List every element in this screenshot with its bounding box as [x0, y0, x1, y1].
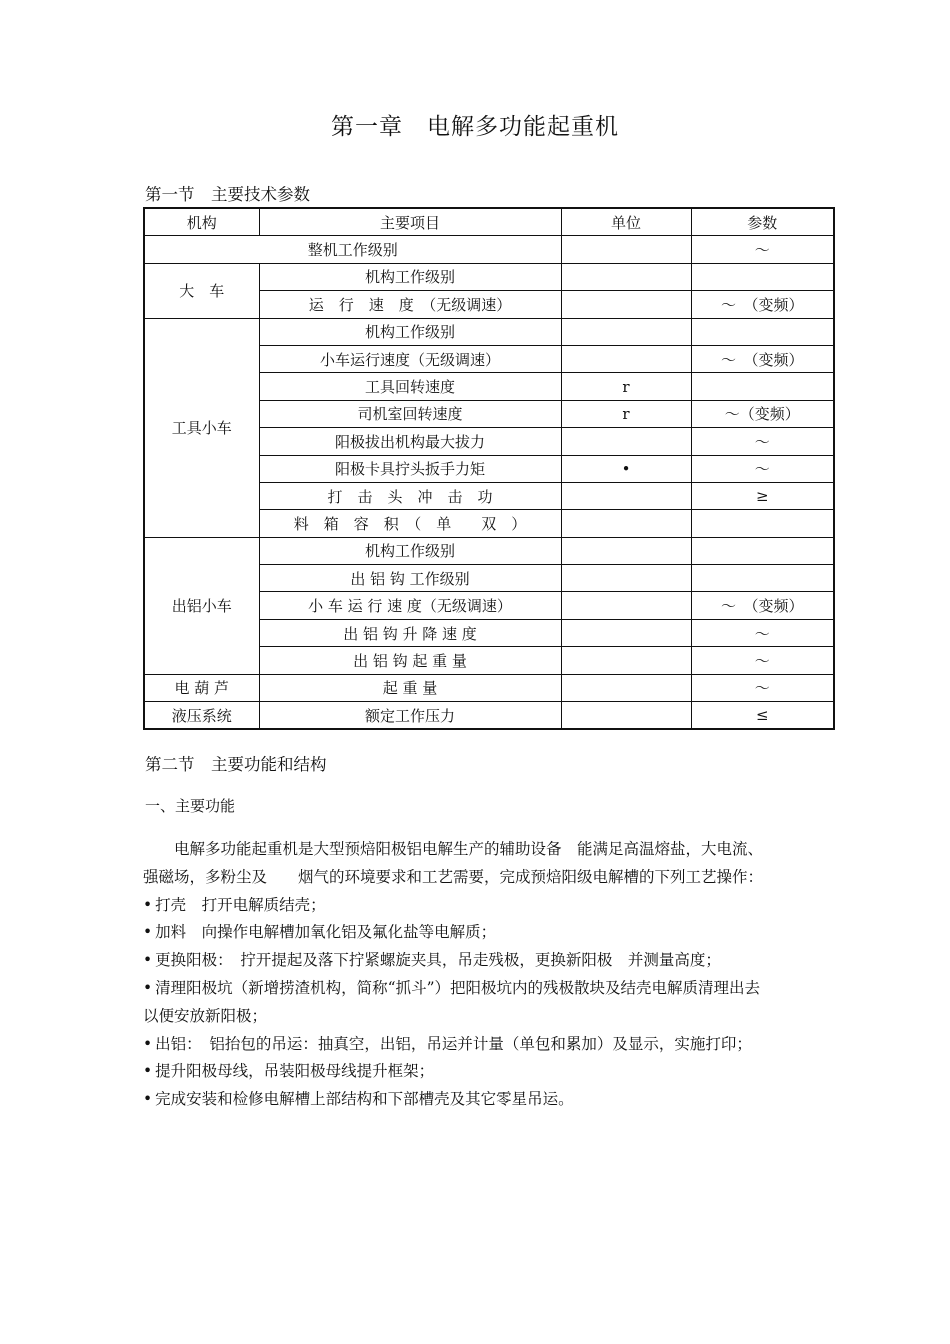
table-row — [144, 674, 834, 701]
unit-cell — [561, 263, 691, 290]
header-cell: 主要项目 — [259, 208, 561, 236]
value-cell: ～ — [691, 674, 834, 701]
unit-cell — [561, 482, 691, 509]
section-heading-1: 第一节 主要技术参数 — [145, 185, 310, 204]
list-item: • 加料 向操作电解槽加氧化铝及氟化盐等电解质； — [143, 919, 768, 947]
value-cell: ～ — [691, 647, 834, 674]
unit-cell: r — [561, 400, 691, 427]
item-cell: 机构工作级别 — [259, 537, 561, 564]
unit-cell — [561, 592, 691, 619]
item-cell: 起 重 量 — [259, 674, 561, 701]
list-item: • 提升阳极母线，吊装阳极母线提升框架； — [143, 1058, 768, 1086]
unit-cell — [561, 674, 691, 701]
table-row — [144, 318, 834, 345]
value-cell — [691, 510, 834, 537]
item-cell: 运 行 速 度 （无级调速） — [259, 291, 561, 318]
list-item: • 更换阳极： 拧开提起及落下拧紧螺旋夹具，吊走残极，更换新阳极 并测量高度； — [143, 947, 768, 975]
unit-cell — [561, 702, 691, 730]
list-item: • 完成安装和检修电解槽上部结构和下部槽壳及其它零星吊运。 — [143, 1086, 768, 1114]
list-item: • 出铝： 铝抬包的吊运：抽真空，出铝，吊运并计量（单包和累加）及显示，实施打印； — [143, 1031, 768, 1059]
unit-cell: • — [561, 455, 691, 482]
subsection-heading: 一、主要功能 — [145, 797, 236, 815]
item-cell: 料 箱 容 积 （ 单 双 ） — [259, 510, 561, 537]
intro-paragraph: 电解多功能起重机是大型预焙阳极铝电解生产的辅助设备 能满足高温熔盐，大电流、强磁场，多粉尘及 烟气的环境要求和工艺需要，完成预焙阳级电解槽的下列工艺操作： — [143, 840, 764, 886]
value-cell: ～ — [691, 619, 834, 646]
table-row — [144, 263, 834, 290]
item-cell: 司机室回转速度 — [259, 400, 561, 427]
value-cell: ～ — [691, 428, 834, 455]
unit-cell — [561, 236, 691, 263]
value-cell: ≤ — [691, 702, 834, 730]
item-cell: 出 铝 钩 升 降 速 度 — [259, 619, 561, 646]
table-header-row — [144, 208, 834, 236]
table-row — [144, 236, 834, 263]
technical-parameters-table — [143, 207, 835, 730]
unit-cell: r — [561, 373, 691, 400]
value-cell: ～ — [691, 455, 834, 482]
unit-cell — [561, 537, 691, 564]
mechanism-cell: 出铝小车 — [144, 537, 259, 674]
value-cell — [691, 565, 834, 592]
item-cell: 出 铝 钩 工作级别 — [259, 565, 561, 592]
mechanism-cell: 大 车 — [144, 263, 259, 318]
header-cell: 机构 — [144, 208, 259, 236]
unit-cell — [561, 565, 691, 592]
unit-cell — [561, 619, 691, 646]
value-cell: ≥ — [691, 482, 834, 509]
mechanism-cell: 液压系统 — [144, 702, 259, 730]
unit-cell — [561, 291, 691, 318]
mechanism-cell: 电 葫 芦 — [144, 674, 259, 701]
value-cell: ～ （变频） — [691, 345, 834, 372]
list-item: • 打壳 打开电解质结壳； — [143, 892, 768, 920]
overall-item-cell: 整机工作级别 — [144, 236, 561, 263]
header-cell: 参数 — [691, 208, 834, 236]
item-cell: 额定工作压力 — [259, 702, 561, 730]
item-cell: 工具回转速度 — [259, 373, 561, 400]
value-cell — [691, 537, 834, 564]
value-cell — [691, 263, 834, 290]
value-cell: ～（变频） — [691, 400, 834, 427]
item-cell: 机构工作级别 — [259, 263, 561, 290]
section-heading-2: 第二节 主要功能和结构 — [145, 755, 327, 774]
unit-cell — [561, 345, 691, 372]
item-cell: 打 击 头 冲 击 功 — [259, 482, 561, 509]
header-cell: 单位 — [561, 208, 691, 236]
item-cell: 阳极拔出机构最大拔力 — [259, 428, 561, 455]
item-cell: 小车运行速度（无级调速） — [259, 345, 561, 372]
list-item: • 清理阳极坑（新增捞渣机构，简称“抓斗”）把阳极坑内的残极散块及结壳电解质清理出去 以便安放新阳极； — [143, 975, 768, 1031]
value-cell — [691, 373, 834, 400]
item-cell: 机构工作级别 — [259, 318, 561, 345]
table-row — [144, 537, 834, 564]
unit-cell — [561, 647, 691, 674]
item-cell: 阳极卡具拧头扳手力矩 — [259, 455, 561, 482]
item-cell: 出 铝 钩 起 重 量 — [259, 647, 561, 674]
unit-cell — [561, 510, 691, 537]
page-title: 第一章 电解多功能起重机 — [331, 114, 619, 140]
table-row — [144, 702, 834, 730]
unit-cell — [561, 318, 691, 345]
value-cell: ～ （变频） — [691, 291, 834, 318]
function-description — [143, 836, 776, 1114]
value-cell — [691, 318, 834, 345]
unit-cell — [561, 428, 691, 455]
value-cell: ～ — [691, 236, 834, 263]
item-cell: 小 车 运 行 速 度（无级调速） — [259, 592, 561, 619]
value-cell: ～ （变频） — [691, 592, 834, 619]
mechanism-cell: 工具小车 — [144, 318, 259, 537]
